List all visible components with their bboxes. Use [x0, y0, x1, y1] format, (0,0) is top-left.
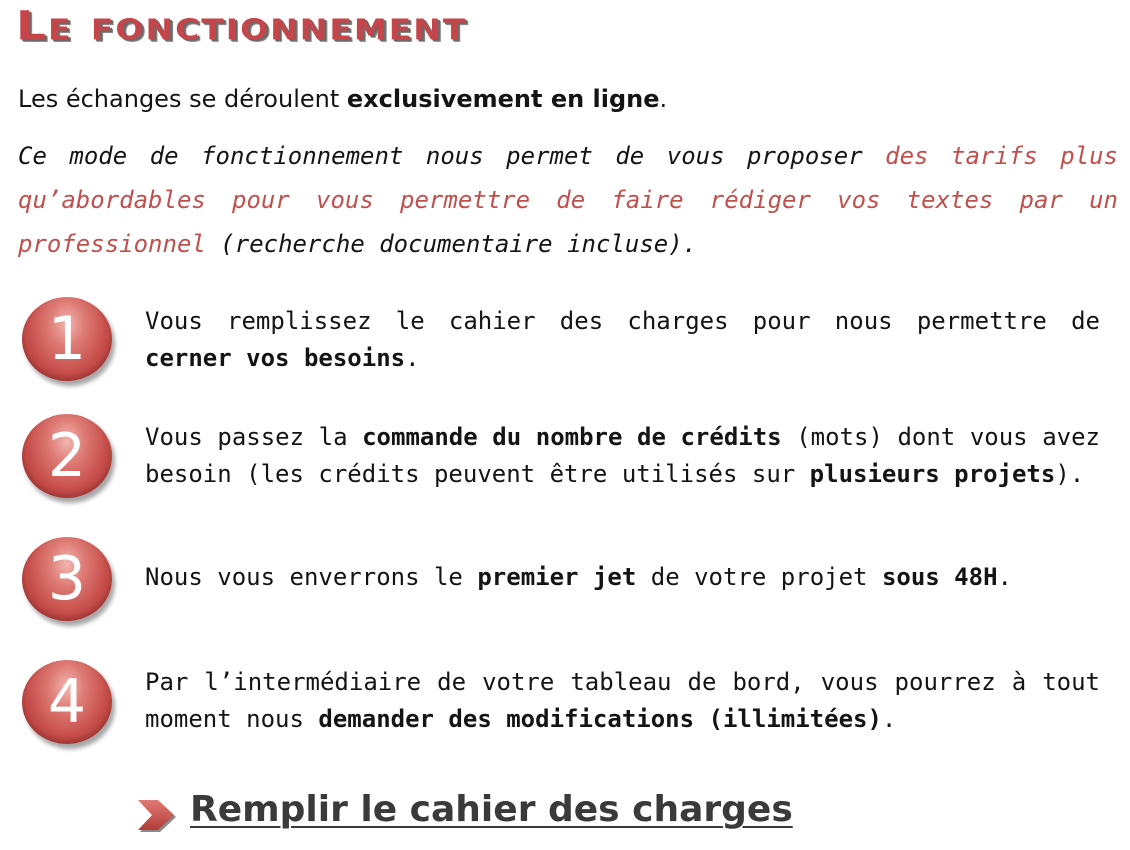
step-emphasis: plusieurs projets — [809, 460, 1056, 488]
step-1 — [22, 297, 1102, 387]
step-text-part: Vous remplissez le cahier des charges pour nous permettre de — [145, 307, 1100, 335]
step-text-part: de votre projet — [636, 563, 882, 591]
step-number-badge: 3 — [22, 537, 112, 621]
intro-text: Les échanges se déroulent — [18, 85, 347, 113]
step-text-part: . — [405, 344, 420, 372]
intro-end: . — [659, 85, 668, 113]
intro-emphasis: exclusivement en ligne — [346, 85, 660, 113]
mode-text: Ce mode de fonctionnement nous permet de vous proposer — [18, 142, 886, 170]
step-text-part: ). — [1055, 460, 1085, 488]
step-text-part: (mots) dont vous avez besoin (les crédits peuvent être utilisés sur — [145, 423, 1100, 488]
step-number-badge: 1 — [22, 297, 112, 381]
mode-paragraph — [18, 134, 1118, 266]
step-4 — [22, 660, 1102, 750]
step-text — [145, 559, 1100, 596]
step-number-badge: 4 — [22, 660, 112, 744]
step-emphasis: sous 48H — [881, 563, 998, 591]
step-text-part: Vous passez la — [145, 423, 363, 451]
fill-specifications-link[interactable]: Remplir le cahier des charges — [190, 789, 793, 830]
step-number-badge: 2 — [22, 414, 112, 498]
mode-accent-text: des tarifs plus qu’abordables pour vous permettre de faire rédiger vos textes par un professionnel — [18, 142, 1118, 258]
step-text — [145, 419, 1100, 493]
chevron-right-icon — [136, 798, 176, 832]
step-text-part: . — [881, 705, 897, 733]
intro-paragraph — [18, 82, 1118, 116]
step-2 — [22, 414, 1102, 504]
step-emphasis: demander des modifications (illimitées) — [318, 705, 882, 733]
step-text — [145, 303, 1100, 377]
step-emphasis: cerner vos besoins — [145, 344, 406, 372]
page-title: Le fonctionnement — [16, 2, 468, 50]
step-text-part: . — [997, 563, 1012, 591]
step-emphasis: commande du nombre de crédits — [362, 423, 782, 451]
step-text — [145, 664, 1100, 738]
step-text-part: Par l’intermédiaire de votre tableau de bord, vous pourrez à tout moment nous — [145, 668, 1100, 733]
mode-end: (recherche documentaire incluse). — [205, 230, 698, 258]
step-3 — [22, 537, 1102, 627]
step-emphasis: premier jet — [477, 563, 637, 591]
step-text-part: Nous vous enverrons le — [145, 563, 478, 591]
